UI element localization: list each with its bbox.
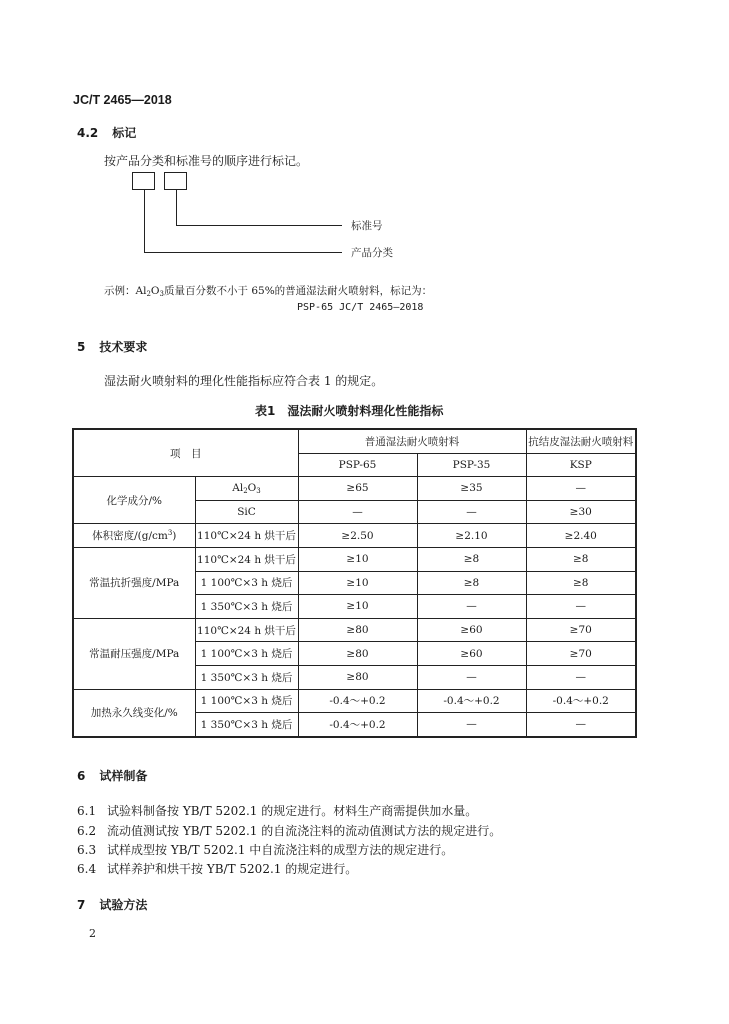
table-cell: ≥70 [526,642,636,666]
table-cell: ≥8 [417,571,526,595]
table-header-row [73,429,636,453]
section-title: 技术要求 [99,340,148,354]
table-caption: 表1 湿法耐火喷射料理化性能指标 [255,404,444,418]
clause-text: 试验料制备按 YB/T 5202.1 的规定进行。材料生产商需提供加水量。 [107,804,478,818]
table-cell: ≥2.10 [417,524,526,548]
table-cell: ≥30 [526,500,636,524]
sic-label: SiC [195,500,298,524]
table-cell: — [417,665,526,689]
leader-line-standard-v [176,189,177,225]
table-cell: — [526,477,636,501]
density-label-sup: 3 [167,529,173,538]
comp-label: 常温耐压强度/MPa [73,618,195,689]
clause-text: 试样养护和烘干按 YB/T 5202.1 的规定进行。 [107,862,358,876]
clause-text: 试样成型按 YB/T 5202.1 中自流浇注料的成型方法的规定进行。 [107,843,454,857]
formula-al: Al [232,481,244,494]
plc-label: 加热永久线变化/% [73,689,195,737]
section-number: 5 [77,340,86,354]
table-cell: ≥2.40 [526,524,636,548]
table-row [73,618,636,642]
table-cell: -0.4～+0.2 [298,689,417,713]
table-cell: — [526,665,636,689]
section-5-heading [77,338,147,355]
condition-cell: 1 100℃×3 h 烧后 [195,571,298,595]
table-cell: ≥10 [298,595,417,619]
leader-line-category-h [144,252,342,253]
col-ksp: KSP [526,453,636,477]
condition-cell: 110℃×24 h 烘干后 [195,547,298,571]
chem-label: 化学成分/% [73,477,195,524]
table-cell: ≥10 [298,571,417,595]
formula-sub: 3 [256,486,261,495]
condition-cell: 110℃×24 h 烘干后 [195,618,298,642]
section-number: 7 [77,898,86,912]
clause-6-3 [77,841,453,858]
group-anti-header: 抗结皮湿法耐火喷射料 [526,429,636,453]
table-cell: — [417,595,526,619]
section-title: 试样制备 [99,769,148,783]
table-row [73,547,636,571]
example-text: 质量百分数不小于 65%的普通湿法耐火喷射料，标记为： [164,285,433,297]
section-6-heading [77,767,147,784]
clause-6-1 [77,802,477,819]
table-row [73,477,636,501]
standard-box [164,172,187,190]
formula-o: O [247,481,257,494]
condition-cell: 1 100℃×3 h 烧后 [195,642,298,666]
table-cell: ≥8 [526,571,636,595]
table-cell: — [526,713,636,737]
table-cell: ≥80 [298,642,417,666]
label-standard-number: 标准号 [351,220,383,232]
leader-line-standard-h [176,225,342,226]
example-line [104,283,432,298]
table-cell: ≥60 [417,618,526,642]
density-label-text: 体积密度/(g/cm [92,530,168,543]
category-box [132,172,155,190]
clause-6-4 [77,860,357,877]
table-cell: ≥2.50 [298,524,417,548]
section-4-2-heading [77,124,136,141]
clause-number: 6.1 [77,804,97,818]
condition-cell: 1 350℃×3 h 烧后 [195,665,298,689]
label-product-category: 产品分类 [351,247,393,259]
section-title: 试验方法 [99,898,148,912]
table-cell: ≥60 [417,642,526,666]
clause-number: 6.3 [77,843,97,857]
table-cell: ≥8 [526,547,636,571]
clause-number: 6.2 [77,824,97,838]
marking-intro: 按产品分类和标准号的顺序进行标记。 [104,154,309,168]
example-prefix: 示例： [104,285,136,297]
condition-cell: 1 350℃×3 h 烧后 [195,595,298,619]
table-cell: — [417,500,526,524]
table-cell: ≥70 [526,618,636,642]
condition-cell: 1 350℃×3 h 烧后 [195,713,298,737]
table-cell: — [417,713,526,737]
example-mark: PSP-65 JC/T 2465—2018 [297,302,424,313]
table-cell: — [298,500,417,524]
formula-sub: 3 [159,290,164,298]
formula-sub: 2 [146,290,151,298]
col-psp65: PSP-65 [298,453,417,477]
clause-text: 流动值测试按 YB/T 5202.1 的自流浇注料的流动值测试方法的规定进行。 [107,824,502,838]
clause-6-2 [77,822,501,839]
properties-table [72,428,637,738]
section-number: 6 [77,769,86,783]
table-row [73,524,636,548]
table-cell: ≥65 [298,477,417,501]
item-header: 项 目 [73,429,298,477]
requirements-intro: 湿法耐火喷射料的理化性能指标应符合表 1 的规定。 [104,374,384,388]
formula-o: O [150,285,160,297]
table-cell: ≥10 [298,547,417,571]
standard-code: JC/T 2465—2018 [73,93,172,107]
group-ordinary-header: 普通湿法耐火喷射料 [298,429,526,453]
section-number: 4.2 [77,126,99,140]
condition-cell: 110℃×24 h 烘干后 [195,524,298,548]
table-cell: — [526,595,636,619]
flex-label: 常温抗折强度/MPa [73,547,195,618]
table-cell: ≥8 [417,547,526,571]
density-label [73,524,195,548]
table-cell: -0.4～+0.2 [526,689,636,713]
clause-number: 6.4 [77,862,97,876]
table-cell: -0.4～+0.2 [298,713,417,737]
formula-al: Al [135,285,147,297]
section-title: 标记 [112,126,137,140]
section-7-heading [77,896,147,913]
condition-cell: 1 100℃×3 h 烧后 [195,689,298,713]
table-cell: ≥80 [298,665,417,689]
table-cell: ≥80 [298,618,417,642]
leader-line-category-v [144,189,145,252]
al2o3-label [195,477,298,501]
density-label-end: ) [172,530,177,543]
formula-sub: 2 [243,486,248,495]
table-row [73,689,636,713]
col-psp35: PSP-35 [417,453,526,477]
page-number: 2 [89,927,96,940]
table-cell: -0.4～+0.2 [417,689,526,713]
table-cell: ≥35 [417,477,526,501]
